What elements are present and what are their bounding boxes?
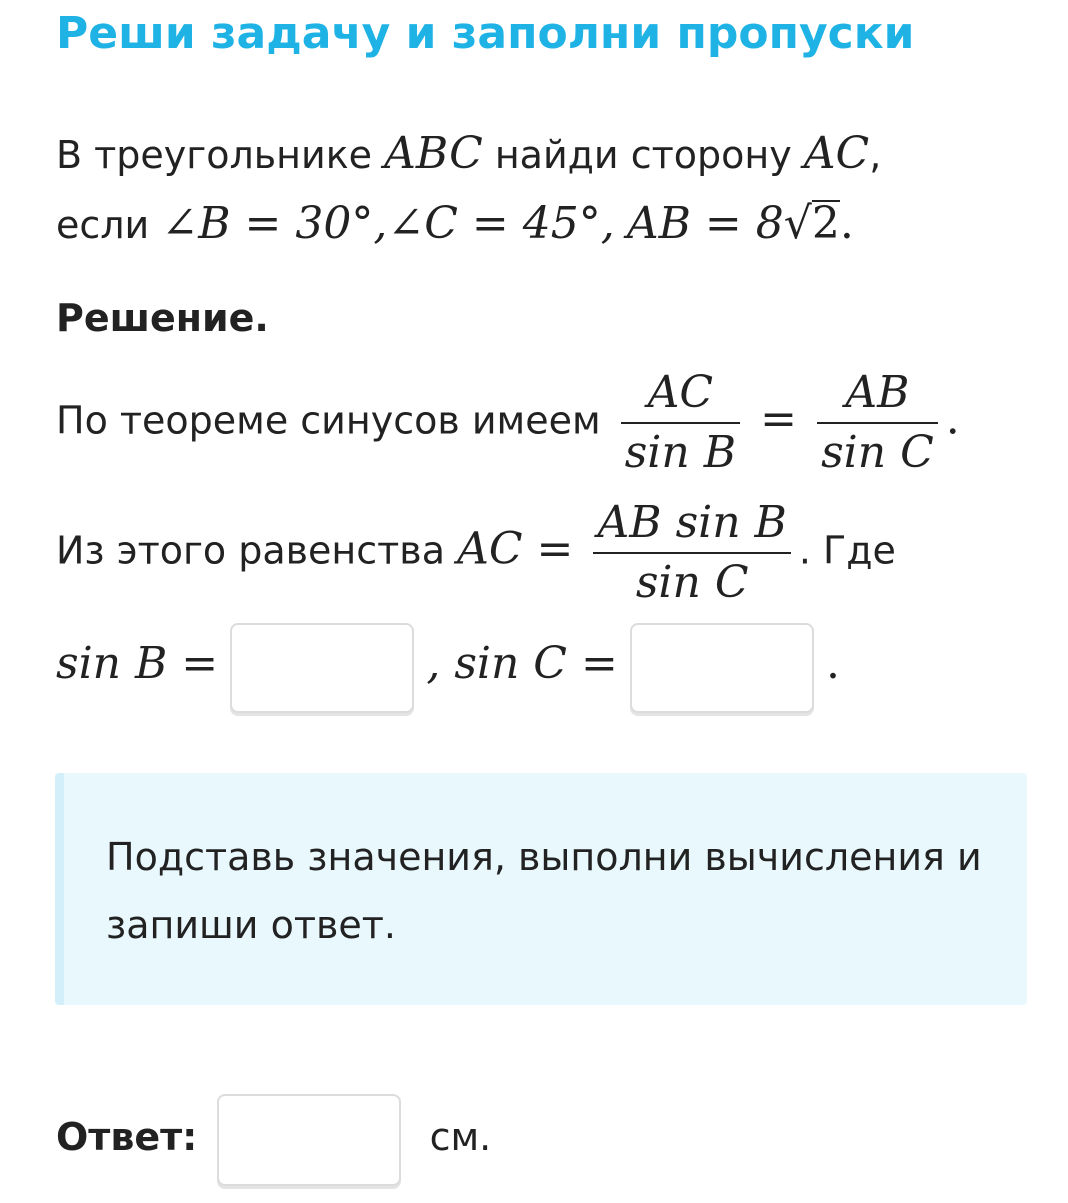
law-period: . <box>945 393 960 445</box>
problem-if: если <box>56 203 150 247</box>
fraction-denominator: sin B <box>624 427 737 478</box>
fraction-denominator: sin C <box>635 557 749 608</box>
fraction-ab-sinc <box>817 364 938 482</box>
sqrt-icon: √ <box>783 198 812 249</box>
sqrt-argument: 2 <box>811 198 840 249</box>
fraction-numerator: AB <box>817 364 938 424</box>
angle-c: ∠C = 45°, <box>387 198 615 249</box>
ab-value: AB = 8 <box>626 198 784 249</box>
problem-line-1 <box>56 128 881 181</box>
fraction-ab-sinb-sinc <box>593 494 790 612</box>
answer-unit: см. <box>429 1115 492 1159</box>
fraction-denominator: sin C <box>821 427 934 478</box>
solution-heading: Решение. <box>56 296 269 340</box>
problem-period: . <box>839 198 854 249</box>
problem-text: В треугольнике <box>56 133 373 177</box>
hint-text: Подставь значения, выполни вычисления и запиши ответ. <box>106 835 982 947</box>
fraction-numerator: AB sin B <box>593 494 790 554</box>
side-name: AC <box>803 128 870 179</box>
law-text: По теореме синусов имеем <box>56 398 601 443</box>
answer-input[interactable] <box>217 1094 401 1186</box>
answer-label: Ответ: <box>56 1115 198 1159</box>
sin-inputs-line <box>56 620 840 713</box>
derive-text: Из этого равенства <box>56 528 445 573</box>
fraction-ac-sinb <box>621 364 740 482</box>
sin-period: . <box>826 638 841 689</box>
answer-line <box>56 1092 491 1186</box>
derive-end: . Где <box>798 528 896 573</box>
angle-b: ∠B = 30°, <box>161 198 388 249</box>
equals-sign: = <box>760 393 797 445</box>
task-title: Реши задачу и заполни пропуски <box>56 8 915 59</box>
sinc-label: , sin C = <box>426 638 618 689</box>
fraction-numerator: AC <box>621 364 740 424</box>
sinb-label: sin B = <box>56 638 219 689</box>
sinc-input[interactable] <box>630 623 814 713</box>
problem-line-2 <box>56 198 854 251</box>
triangle-name: ABC <box>384 128 483 179</box>
derivation-line <box>56 494 896 612</box>
law-of-sines-line <box>56 364 960 482</box>
derive-lhs: AC = <box>457 523 574 575</box>
problem-text-mid: найди сторону <box>494 133 792 177</box>
sinb-input[interactable] <box>230 623 414 713</box>
hint-box <box>55 773 1027 1005</box>
problem-comma: , <box>869 133 882 177</box>
